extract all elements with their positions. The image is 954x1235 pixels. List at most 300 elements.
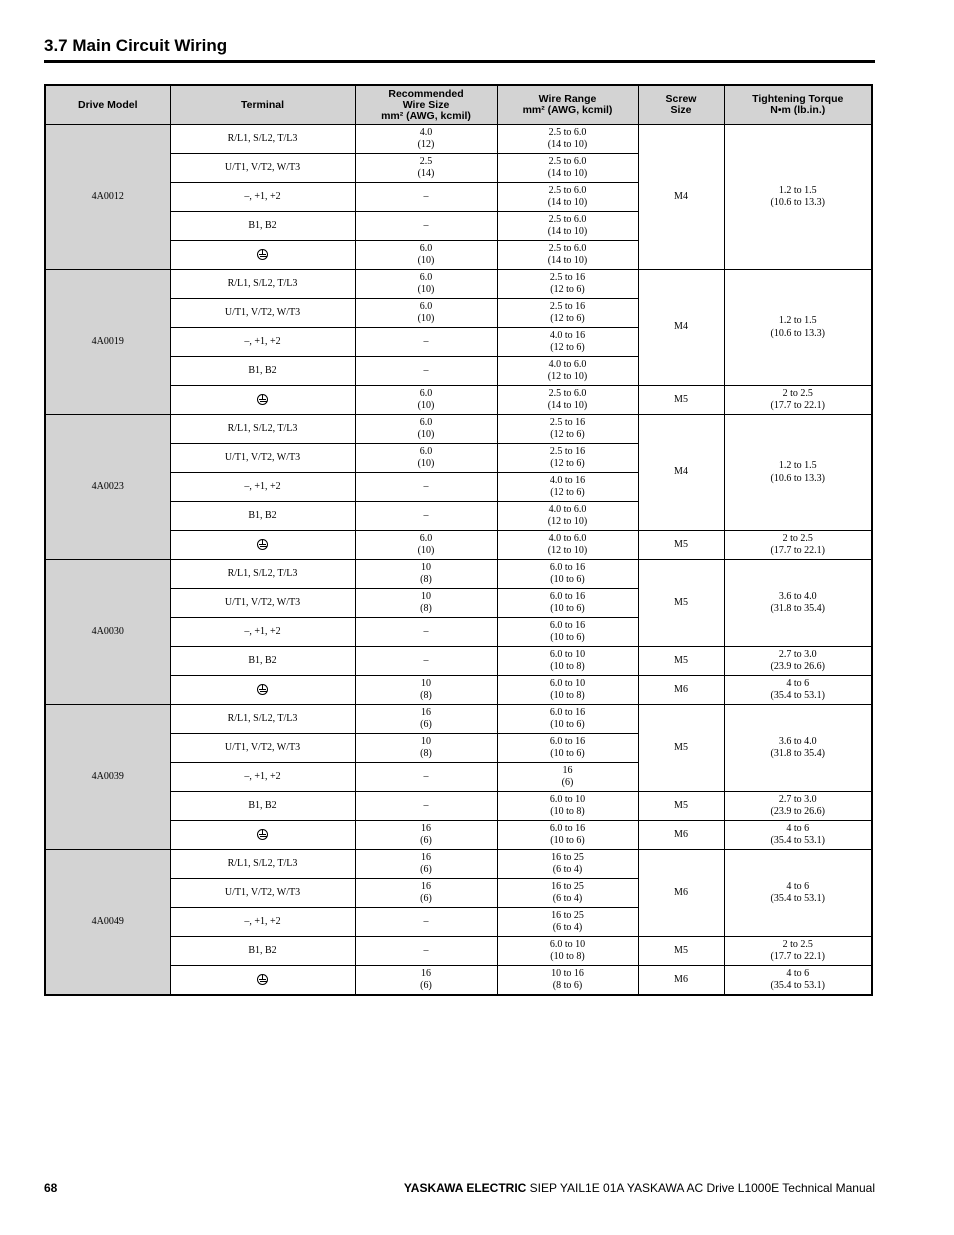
wire-range-line: (6 to 4) [552,893,583,904]
wire-size-line: 16 [421,706,431,718]
wire-size-cell [355,763,497,792]
wire-range-line: (6 to 4) [552,922,583,933]
torque-line: (31.8 to 35.4) [770,748,825,759]
wire-size-cell [355,328,497,357]
wire-size-line: – [423,364,429,376]
torque-line: 2 to 2.5 [782,938,813,950]
header-torque-line: N•m (lb.in.) [770,104,826,116]
screw-size-cell: M6 [638,676,724,705]
wire-size-line: 6.0 [419,300,433,312]
wire-size-cell [355,212,497,241]
wire-size-line: (10) [417,400,435,411]
torque-line: (17.7 to 22.1) [770,545,825,556]
ground-terminal-icon [257,829,268,840]
terminal-cell: U/T1, V/T2, W/T3 [170,299,355,328]
wire-size-line: – [423,219,429,231]
table-row [45,560,872,589]
wire-range-cell [497,821,638,850]
wire-range-line: 2.5 to 16 [549,271,586,283]
table-row [45,966,872,996]
wire-range-line: (10 to 6) [550,835,585,846]
torque-line: 4 to 6 [786,822,810,834]
torque-line: (35.4 to 53.1) [770,835,825,846]
header-wire-range-line: mm² (AWG, kcmil) [522,104,613,116]
wire-size-line: (10) [417,545,435,556]
torque-line: 2 to 2.5 [782,532,813,544]
torque-line: (10.6 to 13.3) [770,327,825,339]
wire-size-line: (14) [417,168,435,179]
terminal-cell: R/L1, S/L2, T/L3 [170,850,355,879]
torque-line: 2.7 to 3.0 [778,793,817,805]
wire-range-line: (12 to 6) [550,342,585,353]
wire-range-line: (10 to 8) [550,951,585,962]
wire-size-line: (10) [417,313,435,324]
wire-range-line: 4.0 to 16 [549,329,586,341]
wire-range-line: 2.5 to 6.0 [548,387,587,399]
wire-size-line: (10) [417,284,435,295]
wire-range-cell [497,850,638,879]
wire-range-cell [497,589,638,618]
torque-cell [724,270,872,386]
torque-line: (10.6 to 13.3) [770,197,825,208]
terminal-cell: –, +1, +2 [170,763,355,792]
terminal-cell: U/T1, V/T2, W/T3 [170,444,355,473]
section-title: 3.7 Main Circuit Wiring [44,36,228,55]
wire-range-line: 4.0 to 16 [549,474,586,486]
wire-range-cell [497,705,638,734]
torque-line: 4 to 6 [786,967,810,979]
table-row [45,415,872,444]
wire-size-cell [355,734,497,763]
wire-size-line: 6.0 [419,387,433,399]
drive-model-cell: 4A0030 [45,560,170,705]
wire-range-cell [497,531,638,560]
torque-cell [724,705,872,792]
wire-size-line: 10 [421,590,431,602]
wire-size-line: – [423,480,429,492]
wire-range-line: (6 to 4) [552,864,583,875]
wire-size-cell [355,966,497,996]
wire-size-cell [355,647,497,676]
terminal-cell: B1, B2 [170,502,355,531]
torque-line: 1.2 to 1.5 [778,315,817,326]
wire-size-line: – [423,915,429,927]
page-number: 68 [44,1181,58,1195]
footer-manual-title: SIEP YAIL1E 01A YASKAWA AC Drive L1000E Technical Manual [526,1181,875,1195]
title-divider [44,60,875,63]
torque-cell [724,386,872,415]
screw-size-cell: M4 [638,125,724,270]
wire-range-line: 16 to 25 [551,880,584,892]
table-row [45,850,872,879]
wire-size-line: 6.0 [419,271,433,283]
table-row [45,647,872,676]
wire-range-line: 6.0 to 16 [549,619,586,631]
terminal-cell [170,531,355,560]
torque-cell [724,966,872,996]
wire-size-line: 10 [421,677,431,689]
wire-range-cell [497,386,638,415]
wire-range-line: 6.0 to 10 [549,938,586,950]
wire-size-line: 6.0 [419,445,433,457]
table-row [45,676,872,705]
wire-range-line: 2.5 to 6.0 [548,242,587,254]
torque-line: 3.6 to 4.0 [778,735,817,747]
wire-size-line: 6.0 [419,242,433,254]
footer-text [404,1181,875,1195]
terminal-cell: –, +1, +2 [170,618,355,647]
wire-range-line: (10 to 6) [550,574,585,585]
header-wire-size-line: Recommended [388,87,464,100]
wire-size-cell [355,270,497,299]
torque-cell [724,937,872,966]
wire-range-cell [497,328,638,357]
torque-line: 4 to 6 [786,677,810,689]
wire-range-cell [497,154,638,183]
wire-size-line: 16 [421,822,431,834]
wire-range-cell [497,241,638,270]
wire-size-cell [355,444,497,473]
wire-size-cell [355,589,497,618]
terminal-cell: U/T1, V/T2, W/T3 [170,589,355,618]
wire-size-line: 16 [421,880,431,892]
wire-range-line: (12 to 6) [550,458,585,469]
wire-range-line: 6.0 to 10 [549,648,586,660]
wire-size-line: (8) [420,690,432,701]
torque-line: (35.4 to 53.1) [770,980,825,991]
header-terminal: Terminal [170,85,355,125]
torque-cell [724,560,872,647]
wire-range-line: (12 to 6) [550,284,585,295]
torque-line: (35.4 to 53.1) [770,690,825,701]
wire-range-cell [497,444,638,473]
wire-size-line: (6) [420,893,432,904]
wire-size-line: 10 [421,561,431,573]
header-torque [724,85,872,125]
screw-size-cell: M4 [638,270,724,386]
terminal-cell: R/L1, S/L2, T/L3 [170,270,355,299]
wire-size-line: (6) [420,719,432,730]
terminal-cell: B1, B2 [170,647,355,676]
wire-range-cell [497,734,638,763]
wire-range-line: (14 to 10) [547,197,588,208]
screw-size-cell: M5 [638,647,724,676]
wire-size-cell [355,560,497,589]
wire-size-line: – [423,654,429,666]
wire-size-line: (6) [420,864,432,875]
wire-range-line: 2.5 to 6.0 [548,126,587,138]
wire-range-line: (10 to 6) [550,748,585,759]
wire-range-line: (10 to 6) [550,603,585,614]
table-row [45,125,872,154]
wire-range-line: 6.0 to 16 [549,735,586,747]
torque-line: 4 to 6 [786,880,810,892]
screw-size-cell: M5 [638,792,724,821]
torque-cell [724,792,872,821]
wire-range-cell [497,879,638,908]
wire-range-line: (14 to 10) [547,255,588,266]
wire-range-cell [497,792,638,821]
terminal-cell: U/T1, V/T2, W/T3 [170,879,355,908]
wiring-table [44,84,873,996]
wire-size-cell [355,821,497,850]
torque-cell [724,676,872,705]
wire-range-line: (12 to 6) [550,313,585,324]
terminal-cell: –, +1, +2 [170,328,355,357]
torque-line: 1.2 to 1.5 [778,460,817,471]
torque-cell [724,415,872,531]
torque-line: (31.8 to 35.4) [770,603,825,614]
wire-range-line: (12 to 10) [547,371,588,382]
wire-range-cell [497,299,638,328]
terminal-cell: U/T1, V/T2, W/T3 [170,154,355,183]
table-row [45,821,872,850]
wire-size-line: – [423,944,429,956]
wire-range-line: 10 to 16 [551,967,584,979]
terminal-cell [170,676,355,705]
torque-line: (17.7 to 22.1) [770,951,825,962]
wire-range-line: (10 to 6) [550,719,585,730]
wire-range-cell [497,502,638,531]
wire-size-cell [355,531,497,560]
terminal-cell: R/L1, S/L2, T/L3 [170,415,355,444]
header-screw-size-line: Size [670,104,692,116]
ground-terminal-icon [257,394,268,405]
torque-line: (23.9 to 26.6) [770,661,825,672]
screw-size-cell: M6 [638,821,724,850]
torque-line: 3.6 to 4.0 [778,590,817,602]
drive-model-cell: 4A0039 [45,705,170,850]
wire-range-cell [497,270,638,299]
wire-size-cell [355,473,497,502]
wire-size-cell [355,125,497,154]
torque-cell [724,125,872,270]
torque-line: 2.7 to 3.0 [778,648,817,660]
wire-size-line: – [423,799,429,811]
ground-terminal-icon [257,974,268,985]
wire-size-line: – [423,509,429,521]
wire-size-cell [355,908,497,937]
wire-range-cell [497,908,638,937]
wire-range-cell [497,125,638,154]
wire-range-cell [497,763,638,792]
torque-line: (35.4 to 53.1) [770,893,825,904]
header-drive-model: Drive Model [45,85,170,125]
wire-range-line: (10 to 8) [550,661,585,672]
wire-range-line: (10 to 8) [550,690,585,701]
torque-cell [724,647,872,676]
wire-range-line: (14 to 10) [547,226,588,237]
wire-range-line: 4.0 to 6.0 [548,358,587,370]
wire-size-cell [355,618,497,647]
wire-size-line: (10) [417,255,435,266]
wire-range-line: 6.0 to 16 [549,590,586,602]
wire-size-line: 10 [421,735,431,747]
header-screw-size [638,85,724,125]
wire-range-line: 16 to 25 [551,909,584,921]
wire-range-line: (8 to 6) [552,980,583,991]
wire-range-line: 2.5 to 16 [549,300,586,312]
torque-line: (17.7 to 22.1) [770,400,825,411]
wire-range-cell [497,937,638,966]
drive-model-cell: 4A0012 [45,125,170,270]
wire-range-line: 6.0 to 10 [549,677,586,689]
wire-size-line: – [423,335,429,347]
wire-size-line: – [423,770,429,782]
header-wire-range-line: Wire Range [538,93,597,105]
screw-size-cell: M5 [638,386,724,415]
terminal-cell [170,386,355,415]
wire-size-line: – [423,190,429,202]
wire-range-cell [497,560,638,589]
wire-size-line: 6.0 [419,532,433,544]
wire-range-cell [497,676,638,705]
wire-size-cell [355,415,497,444]
wire-range-cell [497,473,638,502]
wire-range-cell [497,183,638,212]
header-wire-size [355,85,497,125]
header-wire-size-line: Wire Size [402,98,450,111]
terminal-cell [170,821,355,850]
header-wire-size-line: mm² (AWG, kcmil) [381,109,471,122]
terminal-cell: B1, B2 [170,212,355,241]
header-screw-size-line: Screw [665,93,697,105]
terminal-cell: B1, B2 [170,357,355,386]
wire-range-line: (12 to 10) [547,545,588,556]
wire-range-cell [497,618,638,647]
torque-cell [724,531,872,560]
wire-range-line: 6.0 to 16 [549,561,586,573]
wire-size-cell [355,241,497,270]
terminal-cell: R/L1, S/L2, T/L3 [170,125,355,154]
screw-size-cell: M5 [638,937,724,966]
screw-size-cell: M5 [638,705,724,792]
wire-range-line: 16 [562,764,573,776]
wire-size-cell [355,879,497,908]
wire-range-line: 2.5 to 16 [549,445,586,457]
wire-size-cell [355,676,497,705]
terminal-cell: –, +1, +2 [170,473,355,502]
wire-size-cell [355,850,497,879]
wire-range-cell [497,357,638,386]
terminal-cell: U/T1, V/T2, W/T3 [170,734,355,763]
wire-range-cell [497,212,638,241]
torque-line: 2 to 2.5 [782,387,813,399]
ground-terminal-icon [257,684,268,695]
wire-size-line: (8) [420,574,432,585]
torque-cell [724,850,872,937]
wire-range-cell [497,966,638,996]
table-row [45,270,872,299]
wire-range-line: 2.5 to 6.0 [548,184,587,196]
wire-size-line: (10) [417,458,435,469]
table-body [45,125,872,996]
terminal-cell: R/L1, S/L2, T/L3 [170,560,355,589]
wire-range-line: (14 to 10) [547,139,588,150]
wire-size-cell [355,299,497,328]
wire-range-line: (12 to 10) [547,516,588,527]
wire-size-line: (6) [420,835,432,846]
wire-size-cell [355,705,497,734]
wire-range-line: (10 to 8) [550,806,585,817]
table-row [45,386,872,415]
wire-range-line: (12 to 6) [550,487,585,498]
terminal-cell: –, +1, +2 [170,183,355,212]
wire-range-line: 6.0 to 10 [549,793,586,805]
screw-size-cell: M5 [638,560,724,647]
wire-size-line: 16 [421,851,431,863]
header-wire-range [497,85,638,125]
drive-model-cell: 4A0023 [45,415,170,560]
wire-range-line: 6.0 to 16 [549,706,586,718]
table-row [45,937,872,966]
screw-size-cell: M6 [638,966,724,996]
wire-size-line: – [423,625,429,637]
wire-range-line: 2.5 to 6.0 [548,155,587,167]
screw-size-cell: M5 [638,531,724,560]
header-torque-line: Tightening Torque [752,93,844,105]
terminal-cell: R/L1, S/L2, T/L3 [170,705,355,734]
screw-size-cell: M6 [638,850,724,937]
wire-range-line: (12 to 6) [550,429,585,440]
wire-range-line: 6.0 to 16 [549,822,586,834]
wire-range-line: 4.0 to 6.0 [548,532,587,544]
drive-model-cell: 4A0019 [45,270,170,415]
wire-range-line: 16 to 25 [551,851,584,863]
terminal-cell [170,966,355,996]
ground-terminal-icon [257,249,268,260]
table-header-row [45,85,872,125]
wire-range-line: 2.5 to 16 [549,416,586,428]
wire-size-line: 4.0 [419,126,433,138]
torque-line: 1.2 to 1.5 [778,184,817,196]
terminal-cell [170,241,355,270]
screw-size-cell: M4 [638,415,724,531]
wire-size-cell [355,386,497,415]
wire-size-cell [355,357,497,386]
terminal-cell: B1, B2 [170,792,355,821]
terminal-cell: B1, B2 [170,937,355,966]
wire-size-line: (12) [417,139,435,150]
torque-line: (23.9 to 26.6) [770,806,825,817]
wire-size-cell [355,792,497,821]
wire-range-line: (10 to 6) [550,632,585,643]
wire-size-cell [355,937,497,966]
drive-model-cell: 4A0049 [45,850,170,996]
wire-size-cell [355,502,497,531]
wire-range-line: (14 to 10) [547,168,588,179]
wire-range-line: (6) [561,777,574,788]
wire-size-line: 6.0 [419,416,433,428]
torque-line: (10.6 to 13.3) [770,472,825,484]
wire-range-cell [497,415,638,444]
wire-size-cell [355,154,497,183]
wire-size-line: 2.5 [419,155,433,167]
wire-size-line: (8) [420,748,432,759]
wire-range-cell [497,647,638,676]
wire-range-line: (14 to 10) [547,400,588,411]
wire-size-line: (6) [420,980,432,991]
table-row [45,531,872,560]
wire-size-line: (10) [417,429,435,440]
wire-size-cell [355,183,497,212]
ground-terminal-icon [257,539,268,550]
table-row [45,792,872,821]
wire-range-line: 2.5 to 6.0 [548,213,587,225]
table-row [45,705,872,734]
torque-cell [724,821,872,850]
wire-size-line: (8) [420,603,432,614]
